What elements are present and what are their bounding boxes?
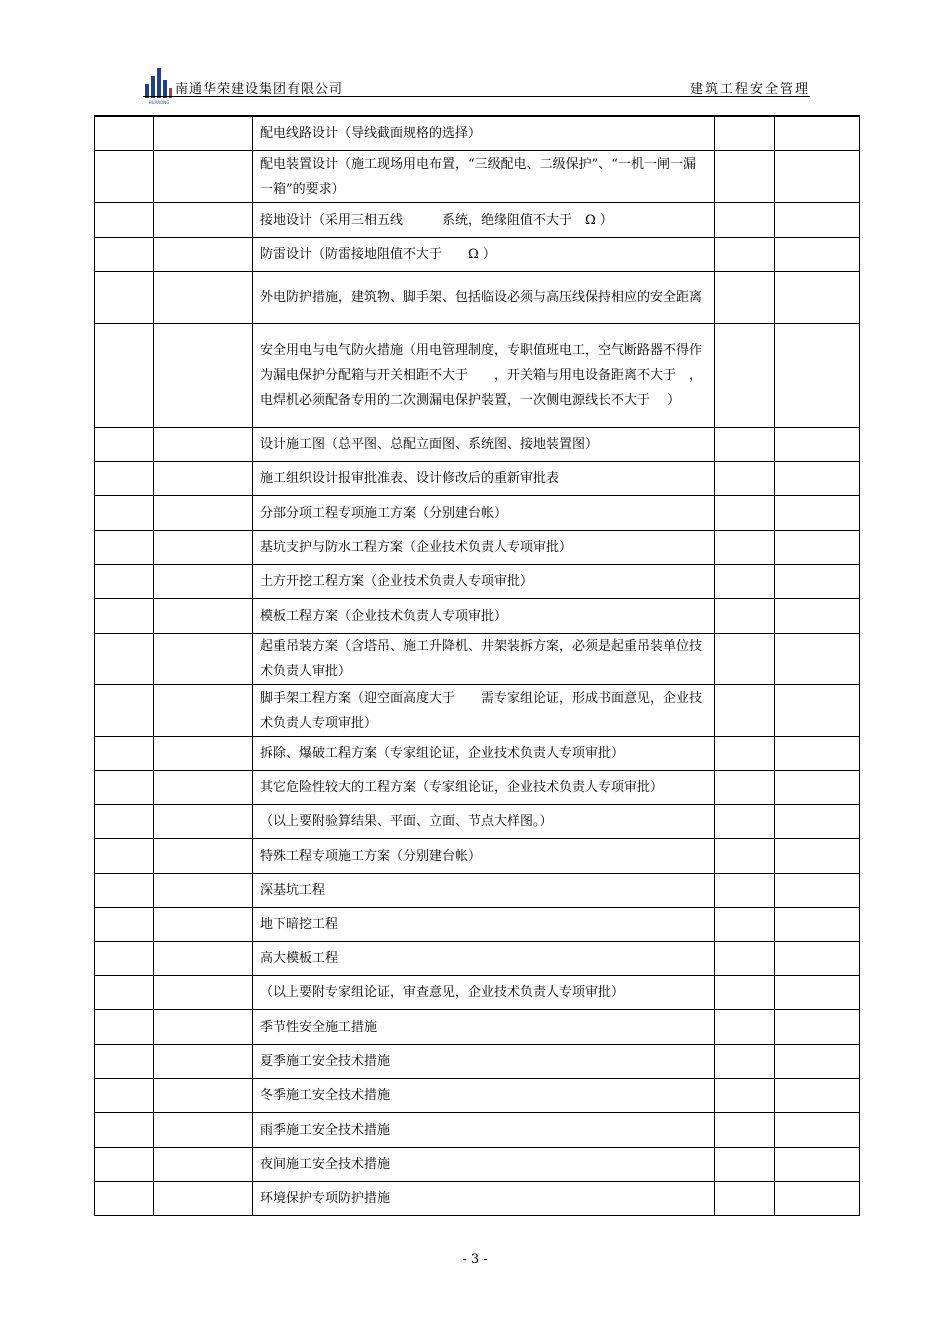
item-cell: 起重吊装方案（含塔吊、施工升降机、井架装拆方案，必须是起重吊装单位技术负责人审批）: [253, 634, 715, 685]
category-cell: [154, 737, 253, 771]
table-row: [95, 599, 860, 634]
index-cell: [95, 737, 154, 771]
index-cell: [95, 151, 154, 203]
table-row: [95, 942, 860, 976]
table-row: [95, 771, 860, 805]
table-row: [95, 908, 860, 942]
category-cell: [154, 771, 253, 805]
index-cell: [95, 1079, 154, 1113]
remark-cell[interactable]: [775, 203, 860, 238]
table-row: [95, 531, 860, 565]
check-cell[interactable]: [715, 1045, 775, 1079]
index-cell: [95, 1113, 154, 1148]
table-row: [95, 1182, 860, 1216]
check-cell[interactable]: [715, 151, 775, 203]
check-cell[interactable]: [715, 116, 775, 151]
remark-cell[interactable]: [775, 565, 860, 599]
item-cell: （以上要附专家组论证，审查意见，企业技术负责人专项审批）: [253, 976, 715, 1010]
remark-cell[interactable]: [775, 1079, 860, 1113]
item-cell: 夏季施工安全技术措施: [253, 1045, 715, 1079]
table-row: [95, 805, 860, 839]
table-row: [95, 496, 860, 531]
index-cell: [95, 942, 154, 976]
index-cell: [95, 634, 154, 685]
index-cell: [95, 462, 154, 496]
item-cell: 冬季施工安全技术措施: [253, 1079, 715, 1113]
check-cell[interactable]: [715, 685, 775, 737]
category-cell: [154, 599, 253, 634]
remark-cell[interactable]: [775, 324, 860, 428]
category-cell: [154, 942, 253, 976]
remark-cell[interactable]: [775, 805, 860, 839]
remark-cell[interactable]: [775, 737, 860, 771]
index-cell: [95, 1045, 154, 1079]
category-cell: [154, 1113, 253, 1148]
item-cell: 基坑支护与防水工程方案（企业技术负责人专项审批）: [253, 531, 715, 565]
remark-cell[interactable]: [775, 1182, 860, 1216]
category-cell: [154, 1045, 253, 1079]
check-cell[interactable]: [715, 428, 775, 462]
table-row: [95, 462, 860, 496]
item-cell: 土方开挖工程方案（企业技术负责人专项审批）: [253, 565, 715, 599]
check-cell[interactable]: [715, 324, 775, 428]
check-cell[interactable]: [715, 634, 775, 685]
table-row: [95, 1010, 860, 1045]
remark-cell[interactable]: [775, 839, 860, 874]
item-cell: 拆除、爆破工程方案（专家组论证，企业技术负责人专项审批）: [253, 737, 715, 771]
header-rule: [143, 96, 810, 97]
table-row: [95, 1079, 860, 1113]
check-cell[interactable]: [715, 531, 775, 565]
item-cell: 接地设计（采用三相五线 系统，绝缘阻值不大于 Ω ）: [253, 203, 715, 238]
category-cell: [154, 272, 253, 324]
remark-cell[interactable]: [775, 976, 860, 1010]
category-cell: [154, 1148, 253, 1182]
category-cell: [154, 874, 253, 908]
item-cell: 防雷设计（防雷接地阻值不大于 Ω ）: [253, 238, 715, 272]
index-cell: [95, 272, 154, 324]
table-row: [95, 976, 860, 1010]
table-row: [95, 634, 860, 685]
remark-cell[interactable]: [775, 151, 860, 203]
table-row: [95, 272, 860, 324]
check-cell[interactable]: [715, 1182, 775, 1216]
remark-cell[interactable]: [775, 496, 860, 531]
index-cell: [95, 116, 154, 151]
check-cell[interactable]: [715, 272, 775, 324]
category-cell: [154, 238, 253, 272]
category-cell: [154, 634, 253, 685]
category-cell: [154, 116, 253, 151]
item-cell: 环境保护专项防护措施: [253, 1182, 715, 1216]
category-cell: [154, 839, 253, 874]
category-cell: [154, 428, 253, 462]
index-cell: [95, 238, 154, 272]
check-cell[interactable]: [715, 874, 775, 908]
document-title: 建筑工程安全管理: [689, 82, 810, 97]
checklist-table: [94, 115, 860, 1216]
category-cell: [154, 1182, 253, 1216]
category-cell: [154, 324, 253, 428]
check-cell[interactable]: [715, 599, 775, 634]
category-cell: [154, 151, 253, 203]
index-cell: [95, 685, 154, 737]
item-cell: 高大模板工程: [253, 942, 715, 976]
check-cell[interactable]: [715, 737, 775, 771]
index-cell: [95, 771, 154, 805]
remark-cell[interactable]: [775, 116, 860, 151]
item-cell: 夜间施工安全技术措施: [253, 1148, 715, 1182]
check-cell[interactable]: [715, 805, 775, 839]
category-cell: [154, 565, 253, 599]
table-row: [95, 1148, 860, 1182]
logo-text: HUARONG: [148, 100, 170, 105]
remark-cell[interactable]: [775, 908, 860, 942]
check-cell[interactable]: [715, 238, 775, 272]
page-header: [143, 66, 810, 106]
table-row: [95, 1113, 860, 1148]
table-row: [95, 116, 860, 151]
item-cell: 施工组织设计报审批准表、设计修改后的重新审批表: [253, 462, 715, 496]
index-cell: [95, 839, 154, 874]
remark-cell[interactable]: [775, 238, 860, 272]
company-name: 南通华荣建设集团有限公司: [175, 82, 344, 97]
category-cell: [154, 908, 253, 942]
index-cell: [95, 428, 154, 462]
item-cell: 特殊工程专项施工方案（分别建台帐）: [253, 839, 715, 874]
item-cell: 雨季施工安全技术措施: [253, 1113, 715, 1148]
index-cell: [95, 908, 154, 942]
checklist-body: [95, 116, 860, 1216]
check-cell[interactable]: [715, 1148, 775, 1182]
table-row: [95, 565, 860, 599]
remark-cell[interactable]: [775, 462, 860, 496]
index-cell: [95, 976, 154, 1010]
index-cell: [95, 565, 154, 599]
item-cell: 其它危险性较大的工程方案（专家组论证，企业技术负责人专项审批）: [253, 771, 715, 805]
item-cell: （以上要附验算结果、平面、立面、节点大样图。）: [253, 805, 715, 839]
category-cell: [154, 496, 253, 531]
table-row: [95, 685, 860, 737]
check-cell[interactable]: [715, 1010, 775, 1045]
remark-cell[interactable]: [775, 942, 860, 976]
remark-cell[interactable]: [775, 599, 860, 634]
table-row: [95, 839, 860, 874]
category-cell: [154, 203, 253, 238]
check-cell[interactable]: [715, 496, 775, 531]
index-cell: [95, 805, 154, 839]
index-cell: [95, 1148, 154, 1182]
item-cell: 配电线路设计（导线截面规格的选择）: [253, 116, 715, 151]
table-row: [95, 874, 860, 908]
index-cell: [95, 496, 154, 531]
category-cell: [154, 531, 253, 565]
category-cell: [154, 462, 253, 496]
index-cell: [95, 203, 154, 238]
category-cell: [154, 805, 253, 839]
item-cell: 深基坑工程: [253, 874, 715, 908]
table-row: [95, 151, 860, 203]
table-row: [95, 428, 860, 462]
index-cell: [95, 1182, 154, 1216]
remark-cell[interactable]: [775, 771, 860, 805]
item-cell: 脚手架工程方案（迎空面高度大于 需专家组论证，形成书面意见，企业技术负责人专项审批）: [253, 685, 715, 737]
remark-cell[interactable]: [775, 1010, 860, 1045]
table-row: [95, 324, 860, 428]
table-row: [95, 238, 860, 272]
item-cell: 安全用电与电气防火措施（用电管理制度，专职值班电工，空气断路器不得作为漏电保护分配箱与开关相距不大于 ，开关箱与用电设备距离不大于 ，电焊机必须配备专用的二次测漏电保护装置，一次侧电源线长不大于 ）: [253, 324, 715, 428]
item-cell: 外电防护措施，建筑物、脚手架、包括临设必须与高压线保持相应的安全距离: [253, 272, 715, 324]
item-cell: 地下暗挖工程: [253, 908, 715, 942]
remark-cell[interactable]: [775, 1113, 860, 1148]
index-cell: [95, 324, 154, 428]
check-cell[interactable]: [715, 1113, 775, 1148]
category-cell: [154, 1079, 253, 1113]
item-cell: 模板工程方案（企业技术负责人专项审批）: [253, 599, 715, 634]
index-cell: [95, 599, 154, 634]
remark-cell[interactable]: [775, 428, 860, 462]
table-row: [95, 203, 860, 238]
index-cell: [95, 874, 154, 908]
check-cell[interactable]: [715, 565, 775, 599]
check-cell[interactable]: [715, 942, 775, 976]
table-row: [95, 1045, 860, 1079]
check-cell[interactable]: [715, 839, 775, 874]
index-cell: [95, 1010, 154, 1045]
page-number: - 3 -: [462, 1252, 488, 1267]
company-logo: [143, 66, 175, 106]
check-cell[interactable]: [715, 203, 775, 238]
check-cell[interactable]: [715, 908, 775, 942]
remark-cell[interactable]: [775, 634, 860, 685]
index-cell: [95, 531, 154, 565]
check-cell[interactable]: [715, 976, 775, 1010]
table-row: [95, 737, 860, 771]
item-cell: 分部分项工程专项施工方案（分别建台帐）: [253, 496, 715, 531]
check-cell[interactable]: [715, 771, 775, 805]
remark-cell[interactable]: [775, 272, 860, 324]
check-cell[interactable]: [715, 462, 775, 496]
remark-cell[interactable]: [775, 531, 860, 565]
remark-cell[interactable]: [775, 685, 860, 737]
item-cell: 配电装置设计（施工现场用电布置，“三级配电、二级保护”、“一机一闸一漏一箱”的要求）: [253, 151, 715, 203]
category-cell: [154, 976, 253, 1010]
remark-cell[interactable]: [775, 874, 860, 908]
item-cell: 季节性安全施工措施: [253, 1010, 715, 1045]
remark-cell[interactable]: [775, 1148, 860, 1182]
category-cell: [154, 685, 253, 737]
check-cell[interactable]: [715, 1079, 775, 1113]
category-cell: [154, 1010, 253, 1045]
item-cell: 设计施工图（总平图、总配立面图、系统图、接地装置图）: [253, 428, 715, 462]
remark-cell[interactable]: [775, 1045, 860, 1079]
